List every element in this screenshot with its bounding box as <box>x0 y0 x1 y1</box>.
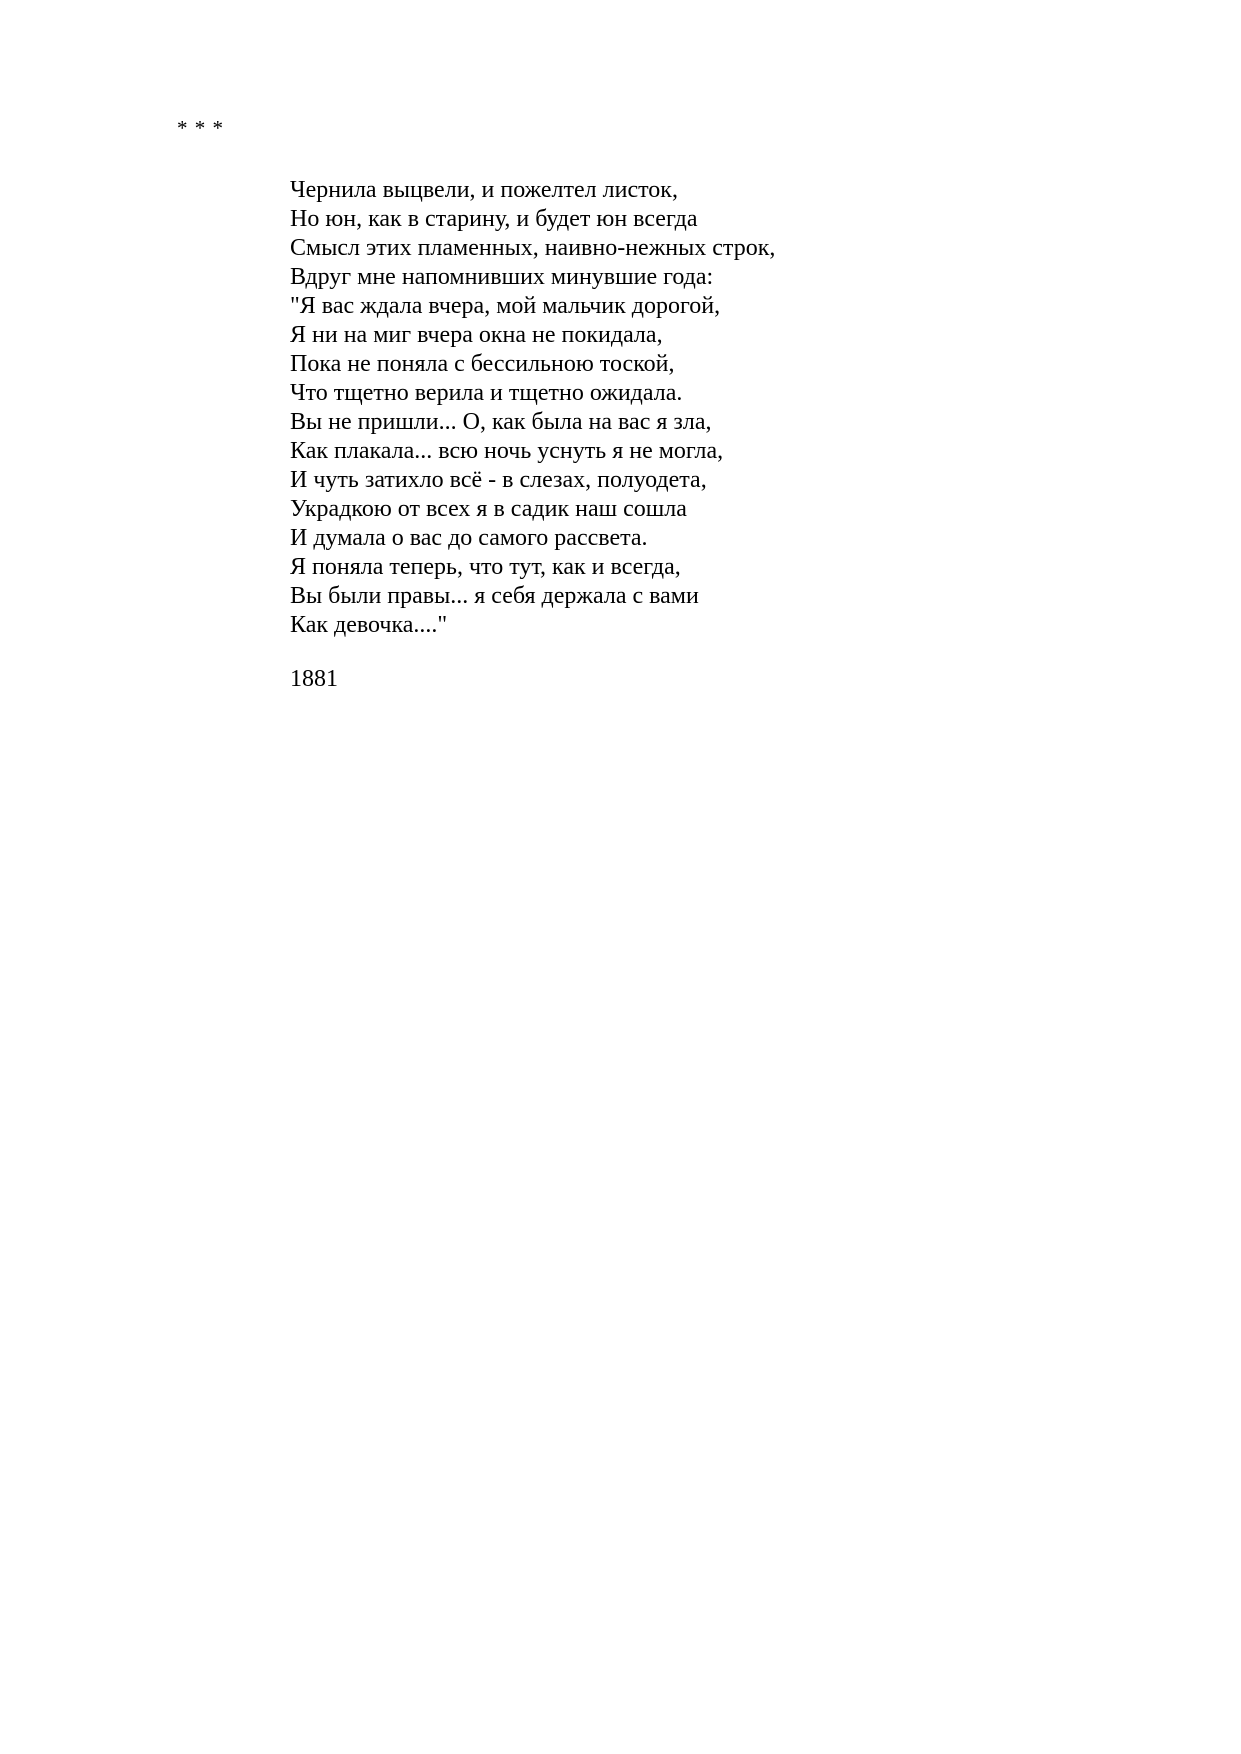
poem-line: Как девочка...." <box>290 612 448 638</box>
poem-line: Вы не пришли... О, как была на вас я зла, <box>290 409 712 435</box>
poem-line: И думала о вас до самого рассвета. <box>290 525 648 551</box>
poem-line: Я поняла теперь, что тут, как и всегда, <box>290 554 681 580</box>
poem-year: 1881 <box>290 666 338 692</box>
poem-line: Украдкою от всех я в садик наш сошла <box>290 496 687 522</box>
poem-body <box>290 176 775 640</box>
poem-line: Что тщетно верила и тщетно ожидала. <box>290 380 683 406</box>
poem-line: Но юн, как в старину, и будет юн всегда <box>290 206 698 232</box>
poem-line: Как плакала... всю ночь уснуть я не могла, <box>290 438 724 464</box>
poem-line: Чернила выцвели, и пожелтел листок, <box>290 177 678 203</box>
section-separator: * * * <box>177 116 224 140</box>
poem-line: Вы были правы... я себя держала с вами <box>290 583 699 609</box>
poem-line: И чуть затихло всё - в слезах, полуодета, <box>290 467 707 493</box>
poem-line: Смысл этих пламенных, наивно-нежных строк, <box>290 235 776 261</box>
poem-line: "Я вас ждала вчера, мой мальчик дорогой, <box>290 293 721 319</box>
poem-line: Вдруг мне напомнивших минувшие года: <box>290 264 714 290</box>
poem-line: Пока не поняла с бессильною тоской, <box>290 351 675 377</box>
poem-line: Я ни на миг вчера окна не покидала, <box>290 322 663 348</box>
